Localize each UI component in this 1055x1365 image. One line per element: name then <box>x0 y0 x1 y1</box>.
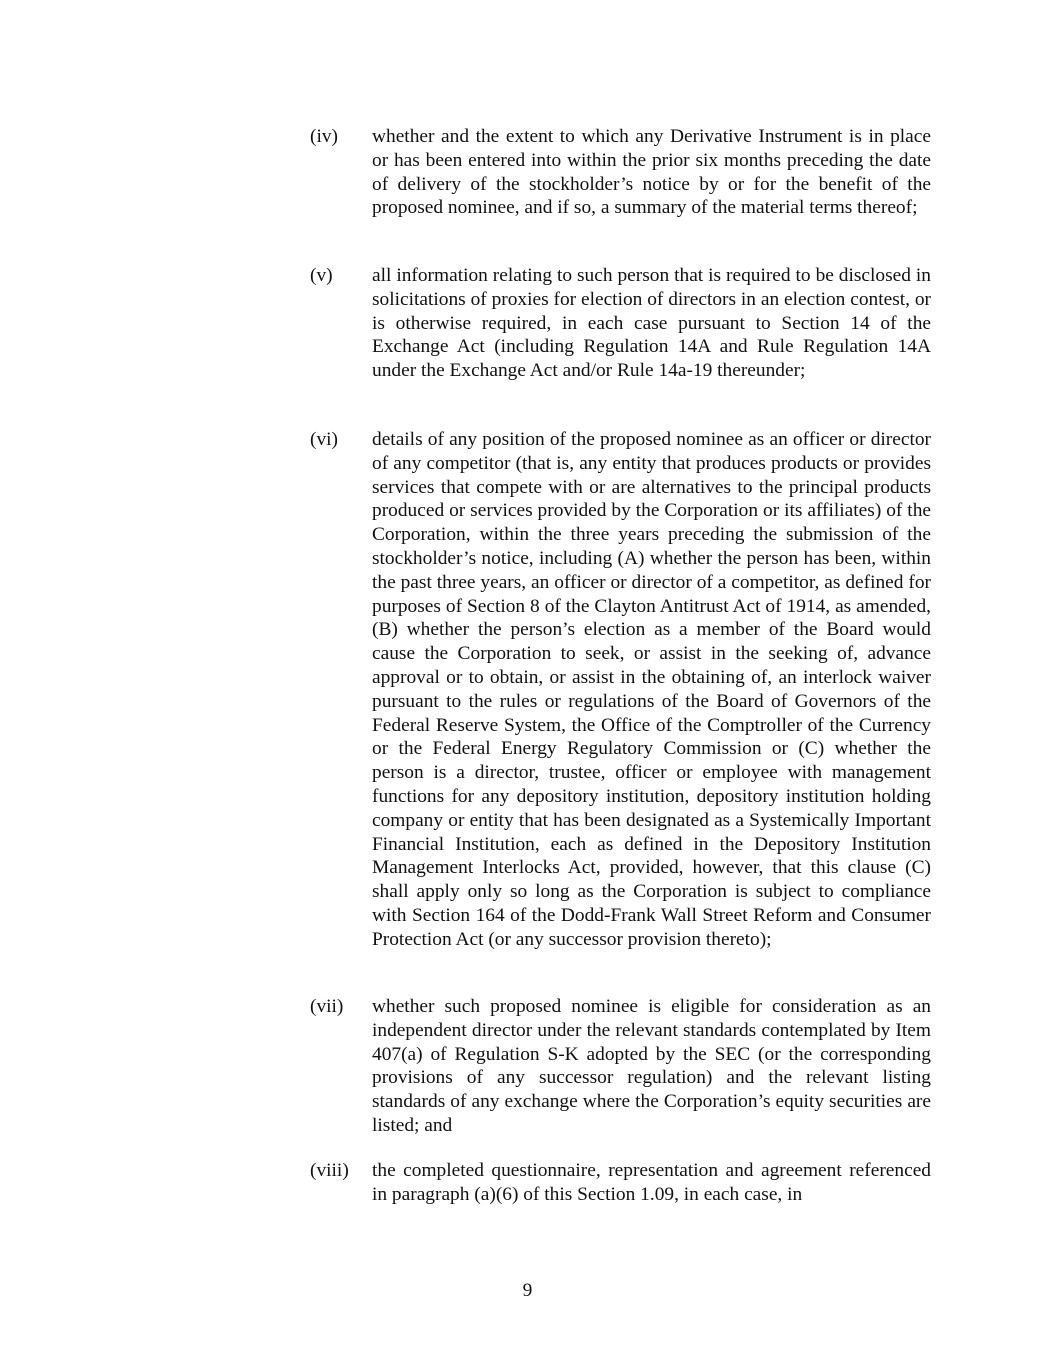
clause-text: whether and the extent to which any Derivative Instrument is in place or has been entered into within the prior six months preceding the date of delivery of the stockholder’s notice by or for the benefit of the proposed nominee, and if so, a summary of the material terms thereof; <box>372 126 931 219</box>
clause-vii <box>310 995 931 1138</box>
clause-viii <box>310 1159 931 1207</box>
clause-marker: (iv) <box>310 126 338 147</box>
clause-text: whether such proposed nominee is eligible for consideration as an independent director under the relevant standards contemplated by Item 407(a) of Regulation S-K adopted by the SEC (or the corresponding provisions of any successor regulation) and the relevant listing standards of any exchange where the Corporation’s equity securities are listed; and <box>372 996 931 1136</box>
clause-marker: (vi) <box>310 429 338 450</box>
clause-marker: (viii) <box>310 1160 349 1181</box>
clause-iv <box>310 125 931 220</box>
clause-v <box>310 264 931 383</box>
clause-text: details of any position of the proposed nominee as an officer or director of any competitor (that is, any entity that produces products or provides services that compete with or are alternatives to the principal products produced or services provided by the Corporation or its affiliates) of the Corporation, within the three years preceding the submission of the stockholder’s notice, including (A) whether the person has been, within the past three years, an officer or director of a competitor, as defined for purposes of Section 8 of the Clayton Antitrust Act of 1914, as amended, (B) whether the person’s election as a member of the Board would cause the Corporation to seek, or assist in the seeking of, advance approval or to obtain, or assist in the obtaining of, an interlock waiver pursuant to the rules or regulations of the Board of Governors of the Federal Reserve System, the Office of the Comptroller of the Currency or the Federal Energy Regulatory Commission or (C) whether the person is a director, trustee, officer or employee with management functions for any depository institution, depository institution holding company or entity that has been designated as a Systemically Important Financial Institution, each as defined in the Depository Institution Management Interlocks Act, provided, however, that this clause (C) shall apply only so long as the Corporation is subject to compliance with Section 164 of the Dodd-Frank Wall Street Reform and Consumer Protection Act (or any successor provision thereto); <box>372 429 931 950</box>
clause-vi <box>310 428 931 952</box>
clause-marker: (vii) <box>310 996 344 1017</box>
clause-marker: (v) <box>310 265 333 286</box>
clause-text: the completed questionnaire, representation and agreement referenced in paragraph (a)(6) of this Section 1.09, in each case, in <box>372 1160 931 1205</box>
page-number: 9 <box>522 1280 533 1301</box>
clause-text: all information relating to such person that is required to be disclosed in solicitations of proxies for election of directors in an election contest, or is otherwise required, in each case pursuant to Section 14 of the Exchange Act (including Regulation 14A and Rule Regulation 14A under the Exchange Act and/or Rule 14a-19 thereunder; <box>372 265 931 382</box>
